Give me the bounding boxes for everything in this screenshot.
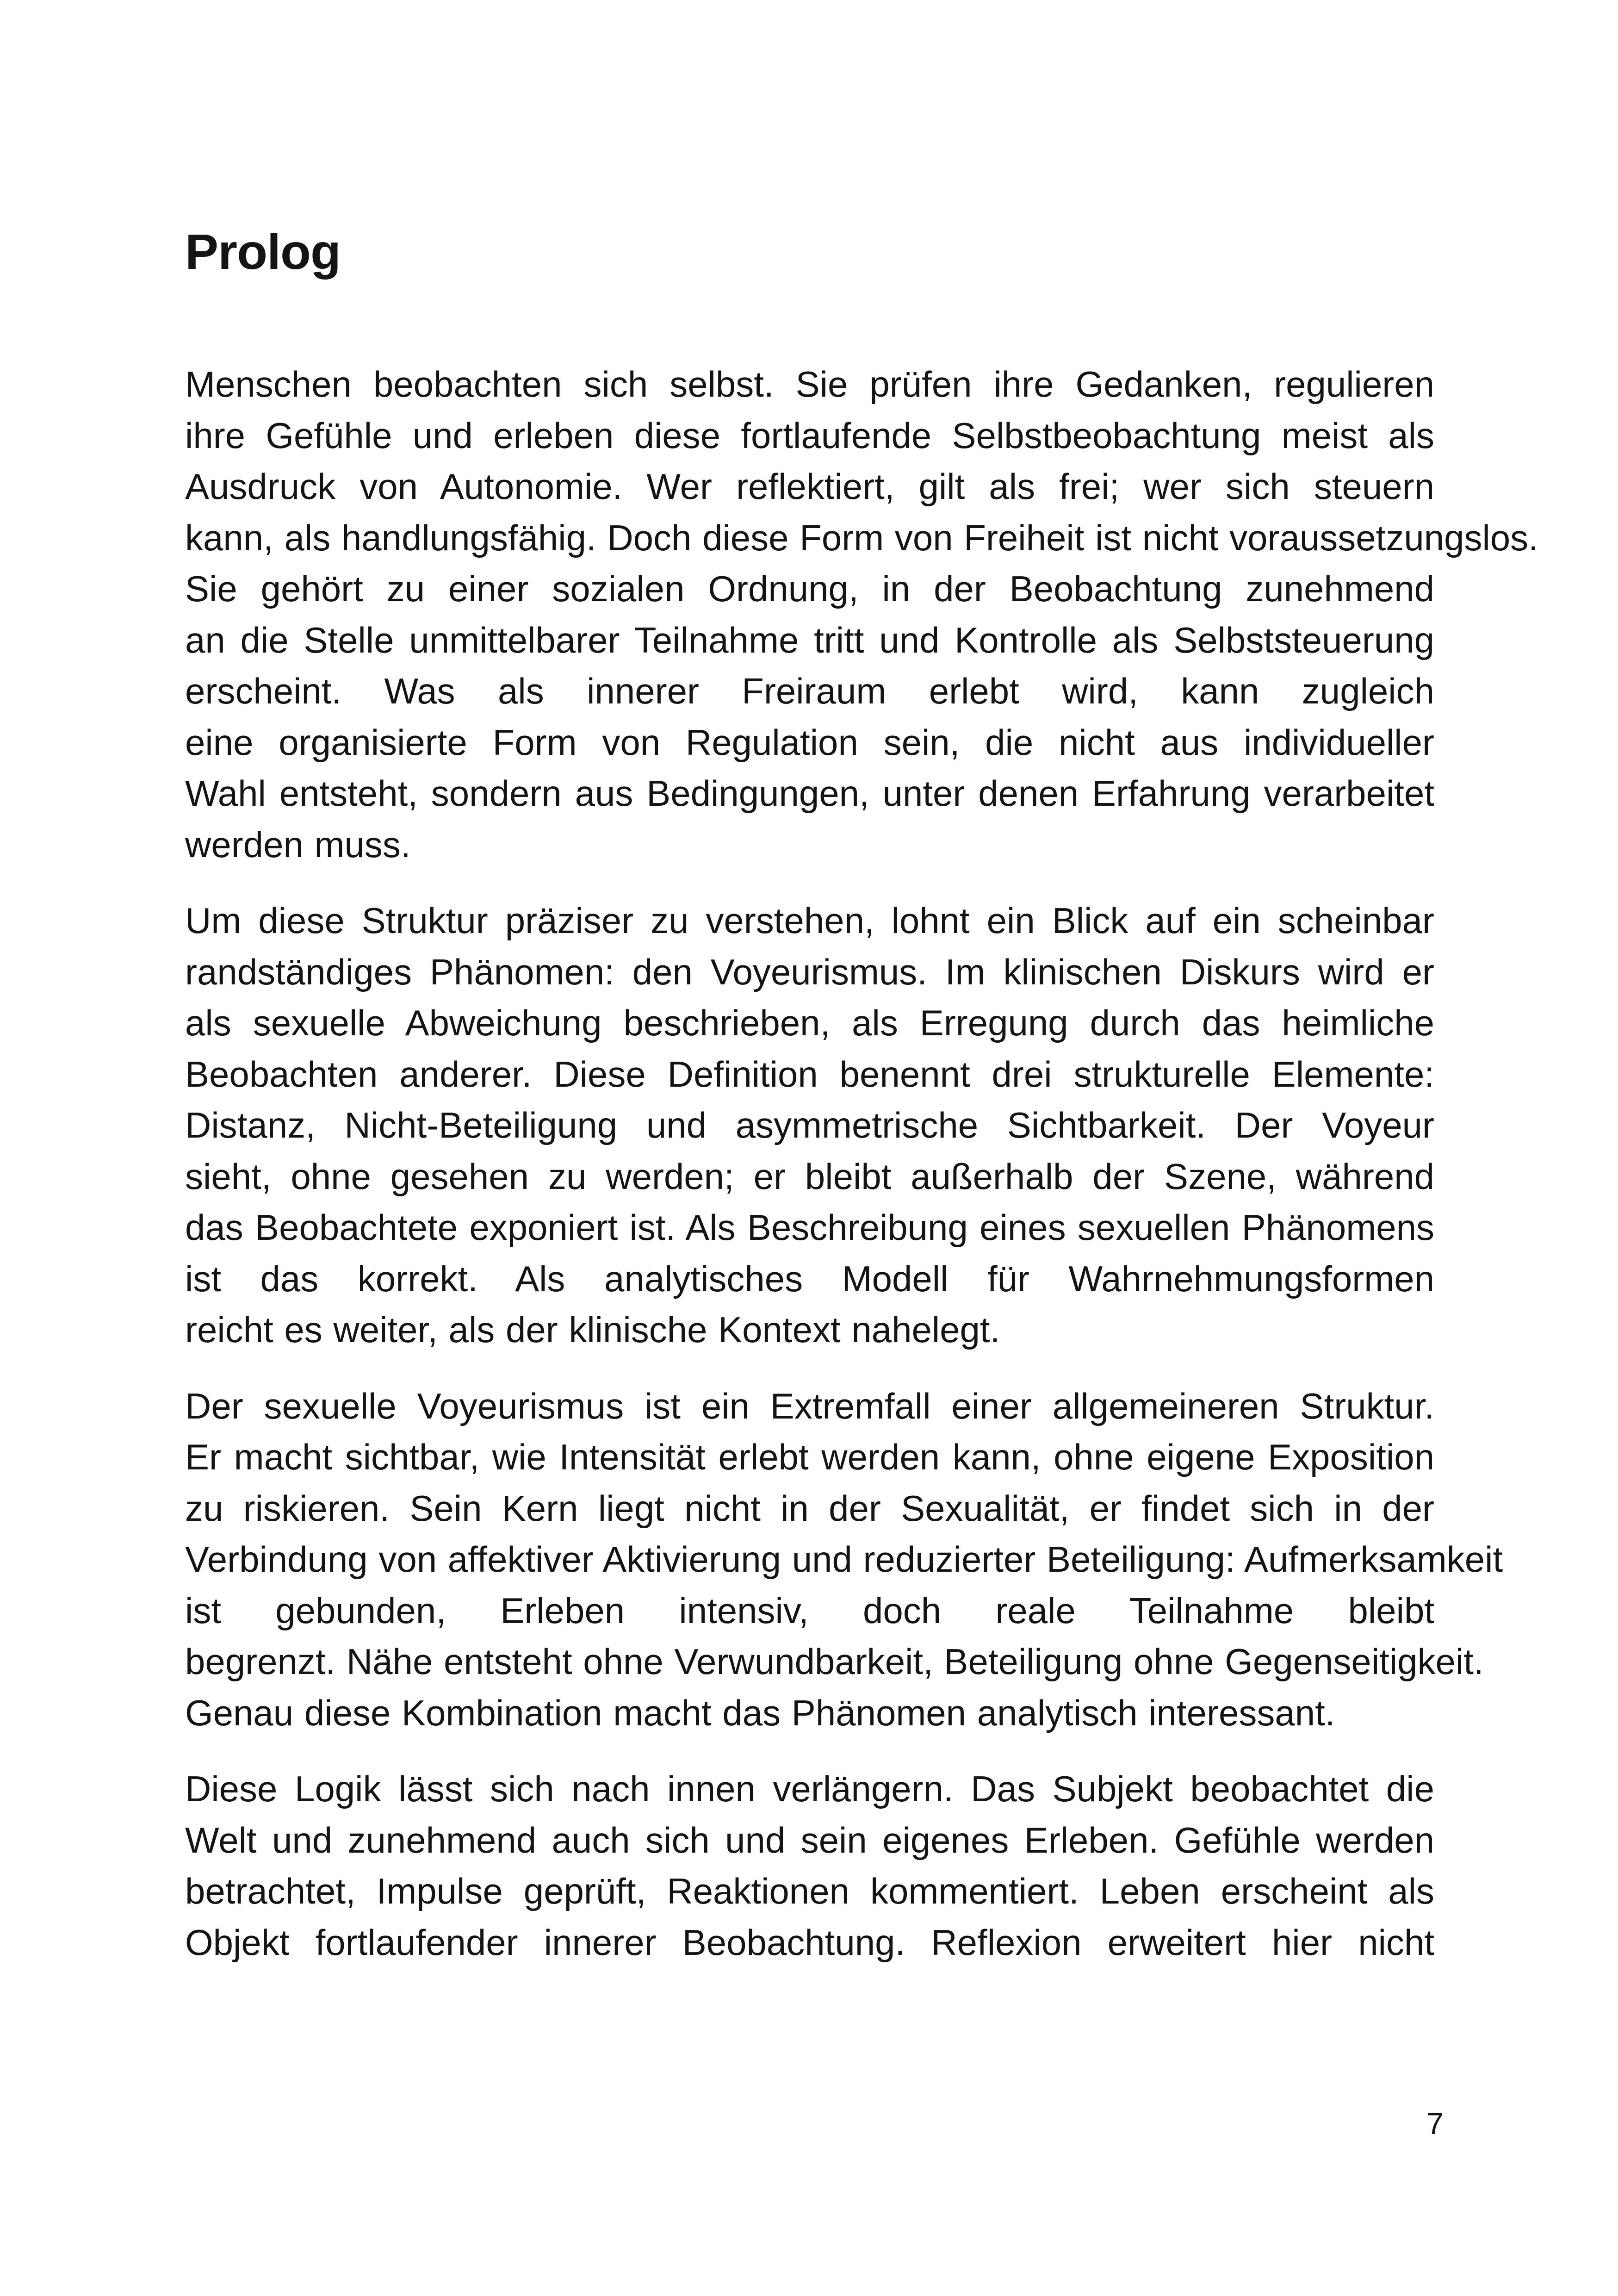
- text-line: betrachtet, Impulse geprüft, Reaktionen kommentiert. Leben erscheint als: [185, 1871, 1434, 1911]
- paragraph-1: [185, 359, 1538, 870]
- text-line: Menschen beobachten sich selbst. Sie prüfen ihre Gedanken, regulieren: [185, 364, 1434, 404]
- text-line: an die Stelle unmittelbarer Teilnahme tritt und Kontrolle als Selbststeuerung: [185, 619, 1434, 660]
- text-line: werden muss.: [185, 824, 411, 865]
- page-number: 7: [1426, 2106, 1444, 2140]
- text-line: randständiges Phänomen: den Voyeurismus. Im klinischen Diskurs wird er: [185, 951, 1434, 992]
- body-text: [185, 359, 1538, 1993]
- text-line: ist gebunden, Erleben intensiv, doch reale Teilnahme bleibt: [185, 1590, 1434, 1631]
- text-line: Objekt fortlaufender innerer Beobachtung. Reflexion erweitert hier nicht: [185, 1922, 1434, 1963]
- text-line: ist das korrekt. Als analytisches Modell für Wahrnehmungsformen: [185, 1258, 1434, 1299]
- paragraph-2: [185, 895, 1434, 1356]
- text-line: ihre Gefühle und erleben diese fortlaufende Selbstbeobachtung meist als: [185, 415, 1434, 456]
- chapter-title: Prolog: [185, 224, 341, 280]
- text-line: Der sexuelle Voyeurismus ist ein Extremfall einer allgemeineren Struktur.: [185, 1385, 1434, 1426]
- text-line: zu riskieren. Sein Kern liegt nicht in der Sexualität, er findet sich in der: [185, 1487, 1434, 1529]
- paragraph-3: [185, 1381, 1503, 1739]
- paragraph-4: [185, 1763, 1434, 1968]
- text-line: Beobachten anderer. Diese Definition benennt drei strukturelle Elemente:: [185, 1053, 1434, 1095]
- text-line: Er macht sichtbar, wie Intensität erlebt werden kann, ohne eigene Exposition: [185, 1437, 1434, 1477]
- text-line: Welt und zunehmend auch sich und sein eigenes Erleben. Gefühle werden: [185, 1819, 1434, 1860]
- text-line: kann, als handlungsfähig. Doch diese Form von Freiheit ist nicht voraussetzungslos.: [185, 517, 1538, 558]
- text-line: Wahl entsteht, sondern aus Bedingungen, unter denen Erfahrung verarbeitet: [185, 773, 1434, 814]
- text-line: als sexuelle Abweichung beschrieben, als Erregung durch das heimliche: [185, 1002, 1434, 1043]
- text-line: Verbindung von affektiver Aktivierung und reduzierter Beteiligung: Aufmerksamkeit: [185, 1539, 1503, 1580]
- text-line: Genau diese Kombination macht das Phänomen analytisch interessant.: [185, 1692, 1335, 1733]
- text-line: begrenzt. Nähe entsteht ohne Verwundbarkeit, Beteiligung ohne Gegenseitigkeit.: [185, 1641, 1484, 1682]
- text-line: Sie gehört zu einer sozialen Ordnung, in der Beobachtung zunehmend: [185, 568, 1434, 609]
- text-line: Distanz, Nicht-Beteiligung und asymmetrische Sichtbarkeit. Der Voyeur: [185, 1105, 1434, 1145]
- text-line: erscheint. Was als innerer Freiraum erlebt wird, kann zugleich: [185, 671, 1434, 711]
- text-line: reicht es weiter, als der klinische Kontext nahelegt.: [185, 1309, 1000, 1350]
- text-line: eine organisierte Form von Regulation sein, die nicht aus individueller: [185, 722, 1434, 763]
- text-line: Ausdruck von Autonomie. Wer reflektiert, gilt als frei; wer sich steuern: [185, 466, 1434, 507]
- text-line: Diese Logik lässt sich nach innen verlängern. Das Subjekt beobachtet die: [185, 1768, 1434, 1809]
- text-line: sieht, ohne gesehen zu werden; er bleibt außerhalb der Szene, während: [185, 1156, 1434, 1197]
- text-line: Um diese Struktur präziser zu verstehen, lohnt ein Blick auf ein scheinbar: [185, 900, 1434, 941]
- text-line: das Beobachtete exponiert ist. Als Beschreibung eines sexuellen Phänomens: [185, 1207, 1434, 1248]
